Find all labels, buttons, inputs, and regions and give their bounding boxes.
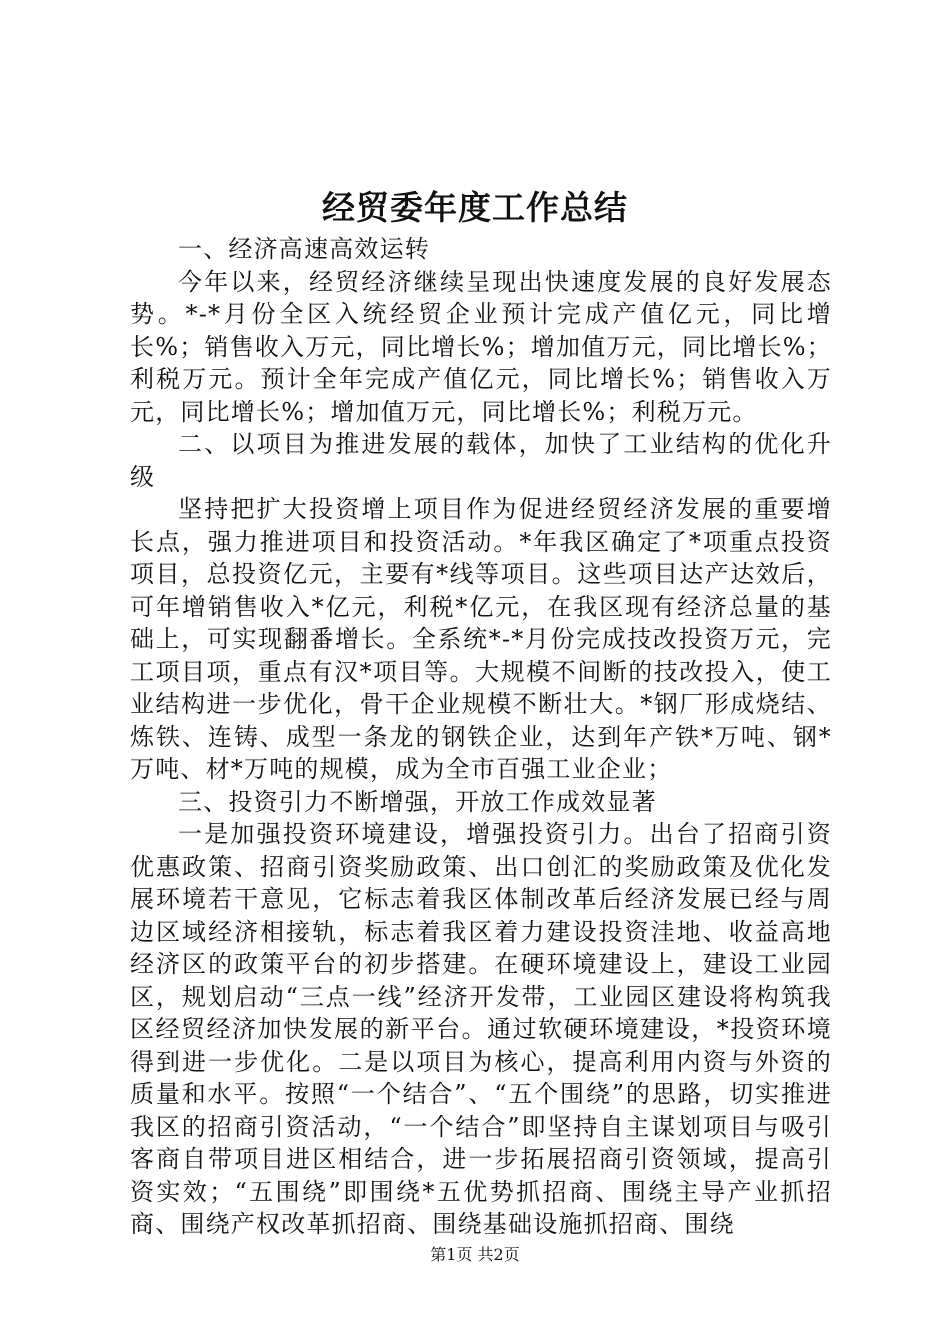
- section-heading-2: 二、以项目为推进发展的载体，加快了工业结构的优化升级: [130, 430, 832, 491]
- section-heading-3: 三、投资引力不断增强，开放工作成效显著: [178, 787, 657, 816]
- document-body: [130, 233, 832, 1241]
- document-title: 经贸委年度工作总结: [322, 188, 628, 227]
- body-paragraph-3: 一是加强投资环境建设，增强投资引力。出台了招商引资优惠政策、招商引资奖励政策、出口创汇的奖励政策及优化发展环境若干意见，它标志着我区体制改革后经济发展已经与周边区域经济相接轨，标志着我区着力建设投资洼地、收益高地经济区的政策平台的初步搭建。在硬环境建设上，建设工业园区，规划启动“三点一线”经济开发带，工业园区建设将构筑我区经贸经济加快发展的新平台。通过软硬环境建设，*投资环境得到进一步优化。二是以项目为核心，提高利用内资与外资的质量和水平。按照“一个结合”、“五个围绕”的思路，切实推进我区的招商引资活动，“一个结合”即坚持自主谋划项目与吸引客商自带项目进区相结合，进一步拓展招商引资领域，提高引资实效；“五围绕”即围绕*五优势抓招商、围绕主导产业抓招商、围绕产权改革抓招商、围绕基础设施抓招商、围绕: [130, 820, 832, 1238]
- body-paragraph-1: 今年以来，经贸经济继续呈现出快速度发展的良好发展态势。*-*月份全区入统经贸企业预计完成产值亿元，同比增长%；销售收入万元，同比增长%；增加值万元，同比增长%；利税万元。预计全年完成产值亿元，同比增长%；销售收入万元，同比增长%；增加值万元，同比增长%；利税万元。: [130, 267, 833, 426]
- page-footer: 第1页 共2页: [430, 1245, 520, 1264]
- body-paragraph-2: 坚持把扩大投资增上项目作为促进经贸经济发展的重要增长点，强力推进项目和投资活动。*年我区确定了*项重点投资项目，总投资亿元，主要有*线等项目。这些项目达产达效后，可年增销售收入*亿元，利税*亿元，在我区现有经济总量的基础上，可实现翻番增长。全系统*-*月份完成技改投资万元，完工项目项，重点有汉*项目等。大规模不间断的技改投入，使工业结构进一步优化，骨干企业规模不断壮大。*钢厂形成烧结、炼铁、连铸、成型一条龙的钢铁企业，达到年产铁*万吨、钢*万吨、材*万吨的规模，成为全市百强工业企业；: [130, 495, 832, 783]
- section-heading-1: 一、经济高速高效运转: [178, 235, 430, 263]
